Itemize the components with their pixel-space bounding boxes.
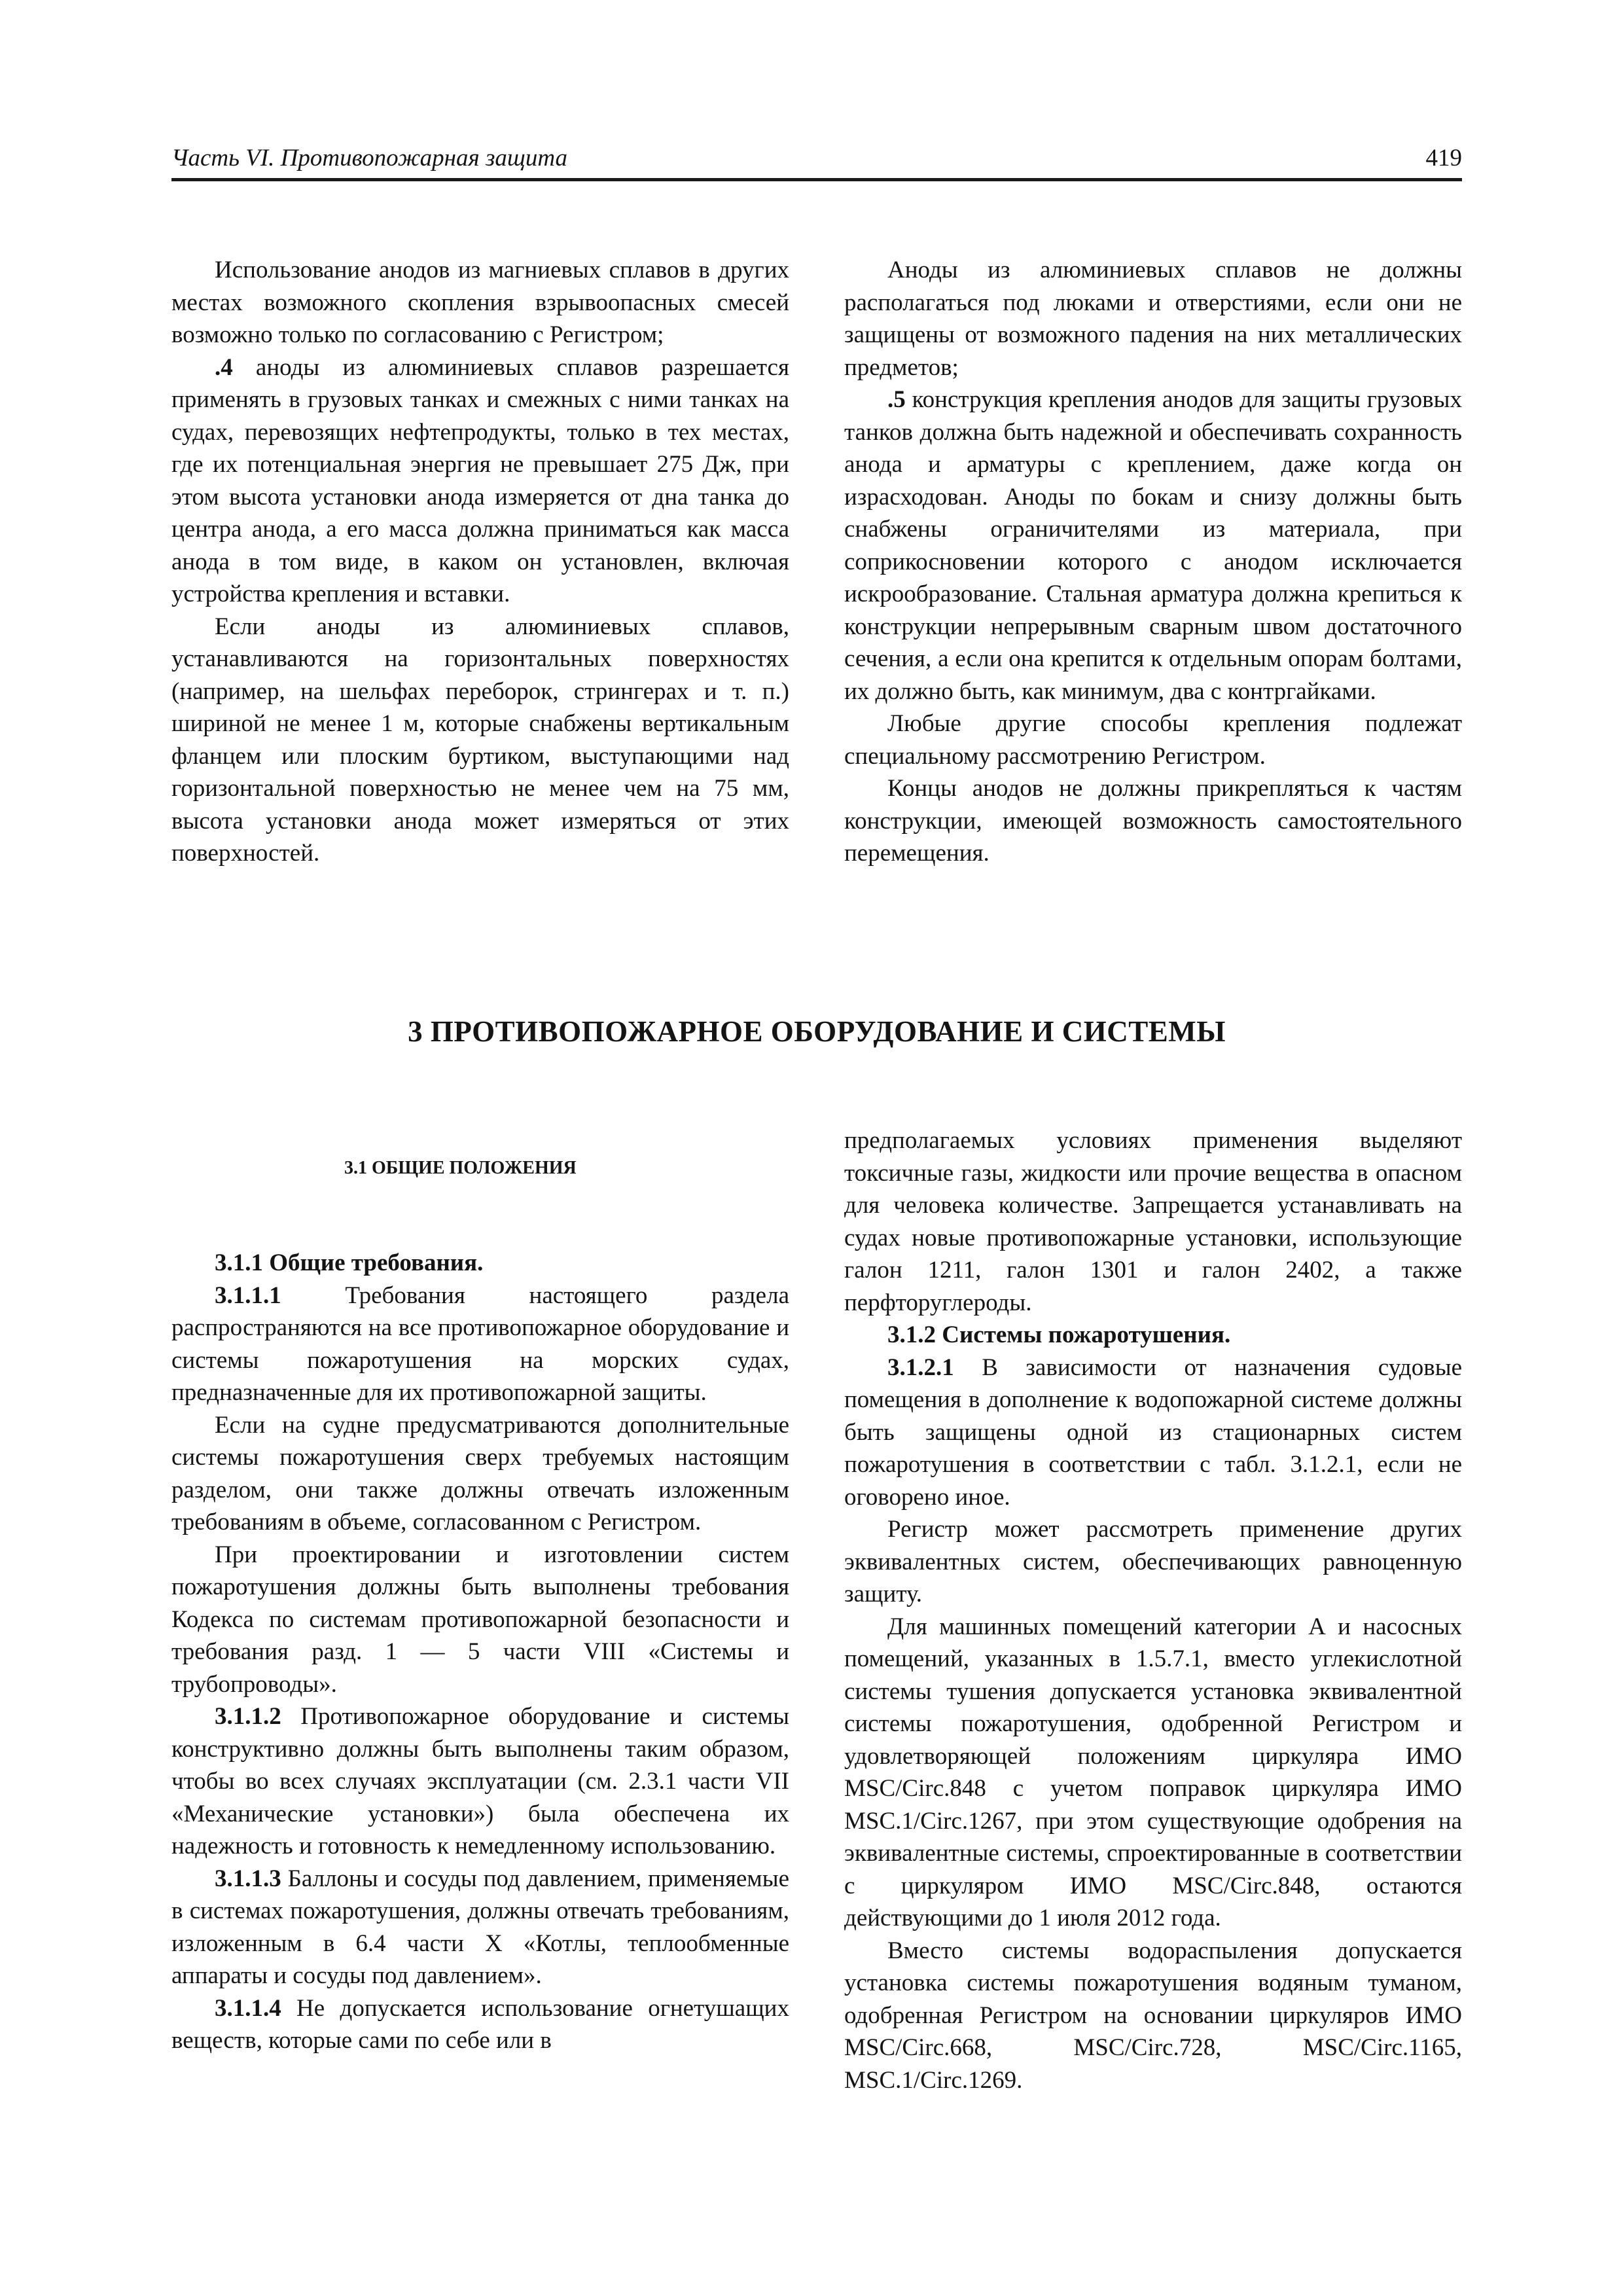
running-header-title: Часть VI. Противопожарная защита xyxy=(171,145,568,171)
paragraph xyxy=(171,1863,789,1992)
clause-number: 3.1.1.1 xyxy=(215,1282,281,1309)
paragraph xyxy=(171,1992,789,2057)
paragraph: Для машинных помещений категории А и насосных помещений, указанных в 1.5.7.1, вместо углекислотной системы тушения допускается установка эквивалентной системы пожаротушения, одобренной Регистром и удовлетворяющей положениям циркуляра ИМО MSC/Circ.848 с учетом поправок циркуляра ИМО MSC.1/Circ.1267, при этом существующие одобрения на эквивалентные системы, спроектированные в соответствии с циркуляром ИМО MSC/Circ.848, остаются действующими до 1 июля 2012 года. xyxy=(844,1613,1462,1931)
paragraph xyxy=(171,1700,789,1863)
paragraph-text: конструкция крепления анодов для защиты грузовых танков должна быть надежной и обеспечивать сохранность анода и арматуры с креплением, даже когда он израсходован. Аноды по бокам и снизу должны быть снабжены ограничителями из материала, при соприкосновении которого с анодом исключается искрообразование. Стальная арматура должна крепиться к конструкции непрерывным сварным швом достаточного сечения, а если она крепится к отдельным опорам болтами, их должно быть, как минимум, два с контргайками. xyxy=(844,386,1462,705)
paragraph: Использование анодов из магниевых сплавов в других местах возможного скопления взрывоопасных смесей возможно только по согласованию с Регистром; xyxy=(171,257,789,348)
clause-number: 3.1.1.4 xyxy=(215,1994,281,2022)
paragraph: Регистр может рассмотреть применение других эквивалентных систем, обеспечивающих равноценную защиту. xyxy=(844,1516,1462,1607)
bottom-right-column xyxy=(844,1124,1462,2096)
clause-heading: 3.1.2 Системы пожаротушения. xyxy=(887,1321,1231,1348)
paragraph xyxy=(171,1280,789,1409)
paragraph-text: аноды из алюминиевых сплавов разрешается применять в грузовых танках и смежных с ними танках на судах, перевозящих нефтепродукты, только в тех местах, где их потенциальная энергия не превышает 275 Дж, при этом высота установки анода измеряется от дна танка до центра анода, а его масса должна приниматься как масса анода в том виде, в каком он установлен, включая устройства крепления и вставки. xyxy=(171,353,789,607)
paragraph: Любые другие способы крепления подлежат специальному рассмотрению Регистром. xyxy=(844,710,1462,770)
paragraph-text: Противопожарное оборудование и системы конструктивно должны быть выполнены таким образом, чтобы во всех случаях эксплуатации (см. 2.3.1 части VII «Механические установки») была обеспечена их надежность и готовность к немедленному использованию. xyxy=(171,1703,789,1859)
paragraph-continuation: предполагаемых условиях применения выделяют токсичные газы, жидкости или прочие вещества в опасном для человека количестве. Запрещается устанавливать на судах новые противопожарные установки, использующие галон 1211, галон 1301 и галон 2402, а также перфторуглероды. xyxy=(844,1127,1462,1316)
header-divider xyxy=(171,178,1462,181)
bottom-left-column xyxy=(171,1155,789,2057)
subsection-heading: 3.1 ОБЩИЕ ПОЛОЖЕНИЯ xyxy=(344,1158,577,1178)
top-left-column xyxy=(171,254,789,870)
paragraph xyxy=(844,384,1462,708)
paragraph-text: Требования настоящего раздела распространяются на все противопожарное оборудование и системы пожаротушения на морских судах, предназначенные для их противопожарной защиты. xyxy=(171,1282,789,1406)
paragraph-text: Не допускается использование огнетушащих веществ, которые сами по себе или в xyxy=(171,1994,789,2054)
top-right-column xyxy=(844,254,1462,870)
paragraph-text: Баллоны и сосуды под давлением, применяемые в системах пожаротушения, должны отвечать требованиям, изложенным в 6.4 части X «Котлы, теплообменные аппараты и сосуды под давлением». xyxy=(171,1865,789,1989)
spacer xyxy=(171,1181,789,1247)
clause-heading: 3.1.1 Общие требования. xyxy=(215,1249,484,1276)
paragraph: Вместо системы водораспыления допускается установка системы пожаротушения водяным туманом, одобренная Регистром на основании циркуляров ИМО MSC/Circ.668, MSC/Circ.728, MSC/Circ.1165, MSC.1/Circ.1269. xyxy=(844,1937,1462,2094)
clause-number: 3.1.2.1 xyxy=(887,1354,954,1381)
item-number: .5 xyxy=(887,386,906,413)
section-heading: 3 ПРОТИВОПОЖАРНОЕ ОБОРУДОВАНИЕ И СИСТЕМЫ xyxy=(408,1015,1226,1048)
paragraph: Аноды из алюминиевых сплавов не должны располагаться под люками и отверстиями, если они не защищены от возможного падения на них металлических предметов; xyxy=(844,257,1462,381)
paragraph: При проектировании и изготовлении систем пожаротушения должны быть выполнены требования Кодекса по системам противопожарной безопасности и требования разд. 1 — 5 части VIII «Системы и трубопроводы». xyxy=(171,1541,789,1698)
paragraph-text: В зависимости от назначения судовые помещения в дополнение к водопожарной системе должны быть защищены одной из стационарных систем пожаротушения в соответствии с табл. 3.1.2.1, если не оговорено иное. xyxy=(844,1354,1462,1511)
paragraph xyxy=(171,351,789,611)
item-number: .4 xyxy=(215,353,233,381)
paragraph: Если на судне предусматриваются дополнительные системы пожаротушения сверх требуемых настоящим разделом, они также должны отвечать изложенным требованиям в объеме, согласованном с Регистром. xyxy=(171,1411,789,1535)
clause-number: 3.1.1.2 xyxy=(215,1703,281,1730)
page-header xyxy=(171,140,1462,179)
page-number: 419 xyxy=(1425,145,1462,171)
paragraph: Если аноды из алюминиевых сплавов, устанавливаются на горизонтальных поверхностях (например, на шельфах переборок, стрингерах и т. п.) шириной не менее 1 м, которые снабжены вертикальным фланцем или плоским буртиком, выступающими над горизонтальной поверхностью не менее чем на 75 мм, высота установки анода может измеряться от этих поверхностей. xyxy=(171,613,789,867)
clause-number: 3.1.1.3 xyxy=(215,1865,281,1892)
paragraph: Концы анодов не должны прикрепляться к частям конструкции, имеющей возможность самостоятельного перемещения. xyxy=(844,775,1462,867)
paragraph xyxy=(844,1352,1462,1514)
